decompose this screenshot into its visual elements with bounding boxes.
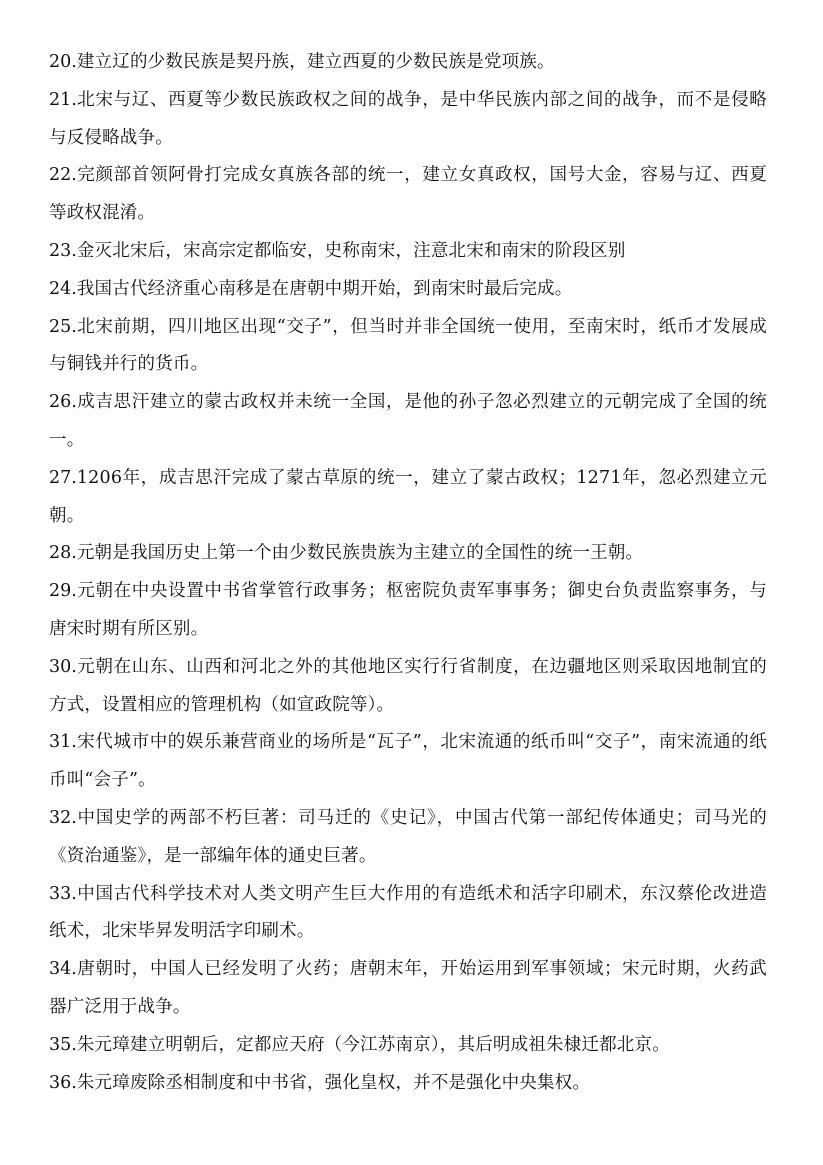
item-text: 我国古代经济重心南移是在唐朝中期开始，到南宋时最后完成。 (76, 278, 573, 299)
list-item (49, 951, 767, 1027)
list-item (49, 233, 767, 271)
item-number: 31. (49, 732, 77, 753)
item-number: 36. (49, 1072, 77, 1093)
list-item (49, 649, 767, 725)
item-text: 宋代城市中的娱乐兼营商业的场所是“瓦子”，北宋流通的纸币叫“交子”，南宋流通的纸币叫“会子”。 (49, 732, 767, 791)
item-number: 23. (49, 240, 77, 261)
list-item (49, 157, 767, 233)
item-text: 金灭北宋后，宋高宗定都临安，史称南宋，注意北宋和南宋的阶段区别 (76, 240, 626, 261)
list-item (49, 271, 767, 309)
item-text: 元朝在山东、山西和河北之外的其他地区实行行省制度，在边疆地区则采取因地制宜的方式，设置相应的管理机构（如宣政院等）。 (49, 656, 767, 715)
item-number: 33. (49, 883, 77, 904)
item-number: 32. (49, 807, 77, 828)
item-text: 建立辽的少数民族是契丹族，建立西夏的少数民族是党项族。 (76, 52, 555, 72)
list-item (49, 876, 767, 952)
item-text: 元朝是我国历史上第一个由少数民族贵族为主建立的全国性的统一王朝。 (76, 543, 644, 564)
list-item (49, 800, 767, 876)
list-item (49, 724, 767, 800)
list-item (49, 384, 767, 460)
history-notes-list (49, 44, 767, 1102)
item-text: 完颜部首领阿骨打完成女真族各部的统一，建立女真政权，国号大金，容易与辽、西夏等政权混淆。 (49, 165, 767, 224)
item-text: 元朝在中央设置中书省掌管行政事务；枢密院负责军事事务；御史台负责监察事务，与唐宋时期有所区别。 (49, 581, 767, 639)
item-text: 中国史学的两部不朽巨著：司马迁的《史记》，中国古代第一部纪传体通史；司马光的《资治通鉴》，是一部编年体的通史巨著。 (49, 807, 767, 866)
item-number: 21. (49, 89, 77, 110)
item-number: 27. (49, 467, 77, 488)
item-text: 北宋前期，四川地区出现“交子”，但当时并非全国统一使用，至南宋时，纸币才发展成与铜钱并行的货币。 (49, 316, 767, 375)
list-item (49, 44, 767, 82)
item-text: 朱元璋废除丞相制度和中书省，强化皇权，并不是强化中央集权。 (76, 1072, 591, 1093)
item-number: 26. (49, 392, 77, 413)
item-text: 北宋与辽、西夏等少数民族政权之间的战争，是中华民族内部之间的战争，而不是侵略与反侵略战争。 (49, 89, 767, 148)
list-item (49, 1065, 767, 1103)
item-number: 30. (49, 656, 77, 677)
item-number: 20. (49, 52, 77, 72)
item-text: 中国古代科学技术对人类文明产生巨大作用的有造纸术和活字印刷术，东汉蔡伦改进造纸术，北宋毕昇发明活字印刷术。 (49, 883, 767, 942)
item-number: 24. (49, 278, 77, 299)
item-text: 1206年，成吉思汗完成了蒙古草原的统一，建立了蒙古政权；1271年，忽必烈建立元朝。 (49, 467, 767, 526)
list-item (49, 573, 767, 649)
list-item (49, 535, 767, 573)
item-text: 朱元璋建立明朝后，定都应天府（今江苏南京），其后明成祖朱棣迁都北京。 (76, 1034, 670, 1055)
item-number: 35. (49, 1034, 77, 1055)
list-item (49, 82, 767, 158)
item-number: 34. (49, 959, 77, 980)
list-item (49, 1027, 767, 1065)
item-text: 唐朝时，中国人已经发明了火药；唐朝末年，开始运用到军事领域；宋元时期，火药武器广泛用于战争。 (49, 959, 767, 1017)
item-text: 成吉思汗建立的蒙古政权并未统一全国，是他的孙子忽必烈建立的元朝完成了全国的统一。 (49, 392, 767, 450)
item-number: 29. (49, 581, 77, 602)
list-item (49, 460, 767, 536)
item-number: 25. (49, 316, 77, 337)
item-number: 28. (49, 543, 77, 564)
list-item (49, 309, 767, 385)
item-number: 22. (49, 165, 77, 186)
